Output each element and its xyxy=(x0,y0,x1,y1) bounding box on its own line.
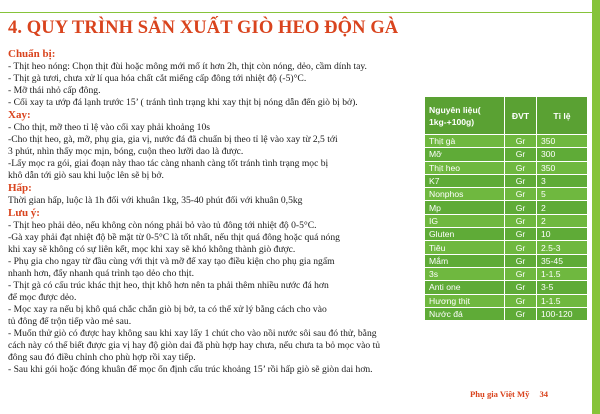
ingredient-cell: Hương thịt xyxy=(425,294,505,307)
ingredient-cell: Mỡ xyxy=(425,148,505,161)
table-row xyxy=(425,254,588,267)
footer-brand: Phụ gia Việt Mỹ xyxy=(470,389,530,399)
unit-cell: Gr xyxy=(505,201,537,214)
note-line: - Mọc xay ra nếu bị khô quá chắc chắn giò bị bở, ta có thể xử lý bằng cách cho vào xyxy=(8,304,327,315)
column-header-unit: ĐVT xyxy=(505,97,537,135)
ratio-cell: 3-5 xyxy=(537,281,588,294)
column-header-ratio: Tỉ lệ xyxy=(537,97,588,135)
note-line: - Sau khi gói hoặc đóng khuân để mọc ổn định cấu trúc khoảng 15’ rồi hấp giò sẽ giòn dai hơn. xyxy=(8,364,373,375)
ratio-cell: 350 xyxy=(537,135,588,148)
notes-heading: Lưu ý: xyxy=(8,207,40,219)
ratio-cell: 100-120 xyxy=(537,307,588,320)
table-row xyxy=(425,174,588,187)
grind-list xyxy=(8,122,424,182)
grind-line: 3 phút, nhìn thấy mọc mịn, bóng, cuộn theo lưỡi dao là được. xyxy=(8,146,244,157)
unit-cell: Gr xyxy=(505,188,537,201)
ingredient-cell: Mắm xyxy=(425,254,505,267)
ratio-cell: 35-45 xyxy=(537,254,588,267)
note-line: -Gà xay phải đạt nhiệt độ bề mặt từ 0-5°C là tốt nhất, nếu thịt quá đông hoặc quá nóng xyxy=(8,232,340,243)
table-row xyxy=(425,241,588,254)
prep-heading: Chuẩn bị: xyxy=(8,48,56,60)
prep-list xyxy=(8,61,424,109)
ratio-cell: 1-1.5 xyxy=(537,294,588,307)
ratio-cell: 350 xyxy=(537,161,588,174)
note-line: - Muốn thử giò có được hay không sau khi xay lấy 1 chút cho vào nồi nước sôi sau đó thử, bằng xyxy=(8,328,377,339)
grind-line: -Cho thịt heo, gà, mỡ, phụ gia, gia vị, nước đá đã chuẩn bị theo tỉ lệ vào xay từ 2,5 tới xyxy=(8,134,338,145)
page-title: 4. QUY TRÌNH SẢN XUẤT GIÒ HEO ĐỘN GÀ xyxy=(8,18,399,38)
ratio-cell: 2 xyxy=(537,201,588,214)
ingredient-cell: Gluten xyxy=(425,228,505,241)
ingredient-cell: Thịt heo xyxy=(425,161,505,174)
steam-heading: Hấp: xyxy=(8,182,32,194)
unit-cell: Gr xyxy=(505,174,537,187)
ratio-cell: 2 xyxy=(537,214,588,227)
ratio-cell: 10 xyxy=(537,228,588,241)
table-row xyxy=(425,188,588,201)
prep-line: - Mỡ thái nhỏ cấp đông. xyxy=(8,85,101,96)
steam-line: Thời gian hấp, luộc là 1h đối với khuân 1kg, 35-40 phút đối với khuân 0,5kg xyxy=(8,195,303,206)
grind-heading: Xay: xyxy=(8,109,31,121)
unit-cell: Gr xyxy=(505,281,537,294)
ratio-cell: 2.5-3 xyxy=(537,241,588,254)
unit-cell: Gr xyxy=(505,228,537,241)
note-line: - Phụ gia cho ngay từ đầu cùng với thịt và mỡ để xay tạo điều kiện cho phụ gia ngấm xyxy=(8,256,335,267)
unit-cell: Gr xyxy=(505,214,537,227)
ingredient-cell: Thịt gà xyxy=(425,135,505,148)
column-header-ingredient: Nguyên liệu( 1kg-+100g) xyxy=(425,97,505,135)
table-row xyxy=(425,161,588,174)
note-line: nhanh hơn, đẩy nhanh quá trình tạo dẻo cho thịt. xyxy=(8,268,194,279)
unit-cell: Gr xyxy=(505,294,537,307)
process-content xyxy=(8,48,424,376)
table-row xyxy=(425,307,588,320)
unit-cell: Gr xyxy=(505,267,537,280)
unit-cell: Gr xyxy=(505,148,537,161)
unit-cell: Gr xyxy=(505,135,537,148)
ratio-cell: 1-1.5 xyxy=(537,267,588,280)
table-row xyxy=(425,294,588,307)
ingredient-cell: Nonphos xyxy=(425,188,505,201)
notes-list xyxy=(8,220,424,376)
table-row xyxy=(425,148,588,161)
grind-line: khô dẫn tới giò sau khi luộc lên sẽ bị bở. xyxy=(8,170,164,181)
table-row xyxy=(425,201,588,214)
table-row xyxy=(425,214,588,227)
unit-cell: Gr xyxy=(505,307,537,320)
note-line: tủ đông để trộn tiếp vào mẻ sau. xyxy=(8,316,132,327)
steam-list xyxy=(8,195,424,207)
prep-line: - Thịt gà tươi, chưa xử lí qua hóa chất cắt miếng cấp đông tới nhiệt độ (-5)°C. xyxy=(8,73,307,84)
ingredient-table xyxy=(424,96,588,321)
ratio-cell: 300 xyxy=(537,148,588,161)
table-body xyxy=(425,135,588,321)
table-row xyxy=(425,228,588,241)
note-line: đông sau đó điều chỉnh cho phù hợp rồi xay tiếp. xyxy=(8,352,196,363)
ingredient-cell: Mp xyxy=(425,201,505,214)
table-row xyxy=(425,281,588,294)
note-line: - Thịt gà có cấu trúc khác thịt heo, thịt khô hơn nên ta phải thêm nhiều nước đá hơn xyxy=(8,280,329,291)
top-divider xyxy=(0,12,598,13)
right-accent-bar xyxy=(592,0,600,414)
note-line: để mọc được dẻo. xyxy=(8,292,77,303)
unit-cell: Gr xyxy=(505,254,537,267)
prep-line: - Thịt heo nóng: Chọn thịt đùi hoặc mông mới mổ ít hơn 2h, thịt còn nóng, dẻo, cầm dính tay. xyxy=(8,61,367,72)
ingredient-cell: IG xyxy=(425,214,505,227)
ingredient-cell: Anti one xyxy=(425,281,505,294)
table-row xyxy=(425,135,588,148)
ratio-cell: 5 xyxy=(537,188,588,201)
ingredient-cell: Tiêu xyxy=(425,241,505,254)
page-number: 34 xyxy=(539,389,549,399)
footer xyxy=(470,389,548,399)
ratio-cell: 3 xyxy=(537,174,588,187)
note-line: cách này có thể biết được gia vị hay độ giòn dai đã phù hợp hay chưa, nếu chưa ta bỏ mọc vào tủ xyxy=(8,340,381,351)
grind-line: - Cho thịt, mỡ theo tỉ lệ vào cối xay phải khoảng 10s xyxy=(8,122,210,133)
grind-line: -Lấy mọc ra gói, giai đoạn này thao tác càng nhanh càng tốt tránh tình trạng mọc bị xyxy=(8,158,329,169)
table-row xyxy=(425,267,588,280)
ingredient-cell: 3s xyxy=(425,267,505,280)
table-header-row xyxy=(425,97,588,135)
ingredient-cell: Nước đá xyxy=(425,307,505,320)
unit-cell: Gr xyxy=(505,161,537,174)
note-line: - Thịt heo phải dẻo, nếu không còn nóng phải bỏ vào tủ đông tới nhiệt độ 0-5°C. xyxy=(8,220,317,231)
prep-line: - Cối xay ta ướp đá lạnh trước 15’ ( tránh tình trạng khi xay thịt bị nóng dẫn đến giò bị bở). xyxy=(8,97,358,108)
unit-cell: Gr xyxy=(505,241,537,254)
ingredient-cell: K7 xyxy=(425,174,505,187)
note-line: khi xay sẽ không có sự liên kết, mọc khi xay sẽ khó không thành giò được. xyxy=(8,244,296,255)
